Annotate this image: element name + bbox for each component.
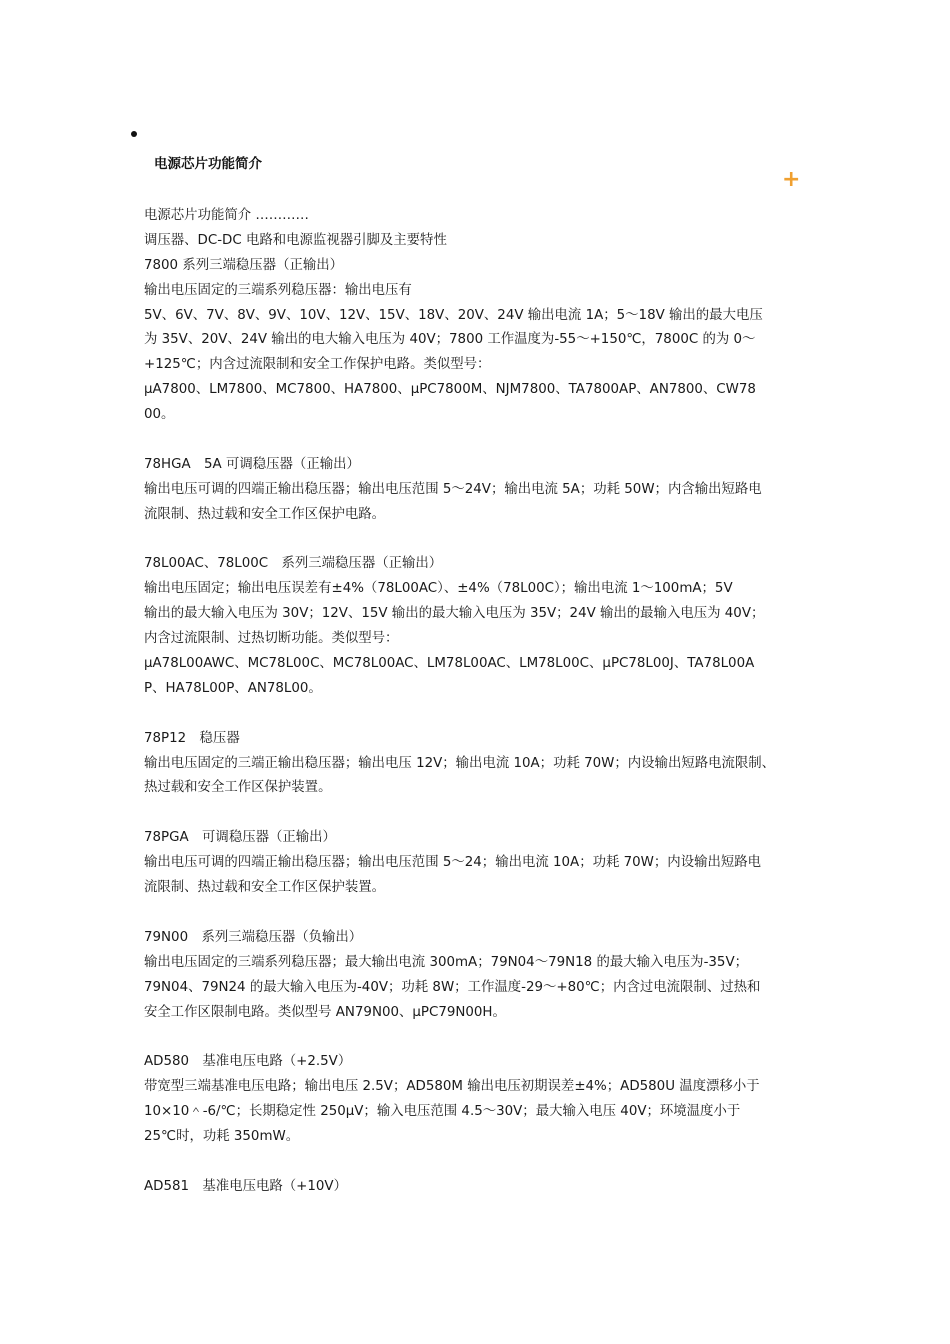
- text-line: AD580 基准电压电路（+2.5V）: [144, 1054, 352, 1070]
- text-line: 25℃时，功耗 350mW。: [144, 1128, 300, 1144]
- text-line: 79N04、79N24 的最大输入电压为-40V；功耗 8W；工作温度-29～+80℃；内含过电流限制、过热和: [144, 979, 761, 995]
- text-line: +125℃；内含过流限制和安全工作保护电路。类似型号：: [144, 357, 491, 373]
- text-line: 78HGA 5A 可调稳压器（正输出）: [144, 456, 360, 472]
- text-line: 流限制、热过载和安全工作区保护装置。: [144, 880, 386, 896]
- text-line: 78PGA 可调稳压器（正输出）: [144, 830, 336, 846]
- paragraph-gap: [144, 801, 814, 826]
- text-line: 7800 系列三端稳压器（正输出）: [144, 257, 344, 273]
- text-line: 00。: [144, 407, 175, 423]
- list-bullet: [131, 131, 137, 137]
- text-line: 内含过流限制、过热切断功能。类似型号：: [144, 631, 399, 647]
- text-line: 输出电压可调的四端正输出稳压器；输出电压范围 5～24；输出电流 10A；功耗 70W；内设输出短路电: [144, 855, 762, 871]
- text-line: 带宽型三端基准电压电路；输出电压 2.5V；AD580M 输出电压初期误差±4%；AD580U 温度漂移小于: [144, 1079, 760, 1095]
- text-line: 输出电压固定的三端系列稳压器；最大输出电流 300mA；79N04～79N18 的最大输入电压为-35V；: [144, 954, 748, 970]
- text-line: 输出电压固定的三端系列稳压器：输出电压有: [144, 282, 412, 298]
- document-body: [144, 204, 814, 1200]
- text-line: μA78L00AWC、MC78L00C、MC78L00AC、LM78L00AC、LM78L00C、μPC78L00J、TA78L00A: [144, 656, 755, 672]
- text-line: 输出的最大输入电压为 30V；12V、15V 输出的最大输入电压为 35V；24V 输出的最输入电压为 40V；: [144, 606, 765, 622]
- paragraph-gap: [144, 901, 814, 926]
- expand-plus-icon[interactable]: +: [782, 167, 801, 192]
- paragraph-gap: [144, 428, 814, 453]
- paragraph-gap: [144, 528, 814, 553]
- text-line: 安全工作区限制电路。类似型号 AN79N00、μPC79N00H。: [144, 1004, 506, 1020]
- text-line: 调压器、DC-DC 电路和电源监视器引脚及主要特性: [144, 232, 447, 248]
- text-line: AD581 基准电压电路（+10V）: [144, 1178, 347, 1194]
- paragraph-gap: [144, 1150, 814, 1175]
- paragraph-gap: [144, 702, 814, 727]
- text-line: 79N00 系列三端稳压器（负输出）: [144, 929, 363, 945]
- text-line: 热过载和安全工作区保护装置。: [144, 780, 332, 796]
- text-line: 5V、6V、7V、8V、9V、10V、12V、15V、18V、20V、24V 输出电流 1A；5～18V 输出的最大电压: [144, 307, 763, 323]
- text-line: P、HA78L00P、AN78L00。: [144, 680, 322, 696]
- text-line: 输出电压固定的三端正输出稳压器；输出电压 12V；输出电流 10A；功耗 70W；内设输出短路电流限制、: [144, 755, 776, 771]
- text-line: 输出电压固定；输出电压误差有±4%（78L00AC）、±4%（78L00C）；输出电流 1～100mA；5V: [144, 581, 733, 597]
- text-line: 10×10＾-6/℃；长期稳定性 250μV；输入电压范围 4.5～30V；最大输入电压 40V；环境温度小于: [144, 1104, 741, 1120]
- text-line: 流限制、热过载和安全工作区保护电路。: [144, 506, 386, 522]
- section-title: 电源芯片功能简介: [154, 156, 262, 172]
- text-line: 电源芯片功能简介 …………: [144, 208, 309, 223]
- text-line: 78P12 稳压器: [144, 730, 240, 746]
- text-line: 输出电压可调的四端正输出稳压器；输出电压范围 5～24V；输出电流 5A；功耗 50W；内含输出短路电: [144, 481, 762, 497]
- text-line: 为 35V、20V、24V 输出的电大输入电压为 40V；7800 工作温度为-55～+150℃，7800C 的为 0～: [144, 332, 756, 348]
- text-line: μA7800、LM7800、MC7800、HA7800、μPC7800M、NJM7800、TA7800AP、AN7800、CW78: [144, 382, 756, 398]
- text-line: 78L00AC、78L00C 系列三端稳压器（正输出）: [144, 556, 443, 572]
- paragraph-gap: [144, 1025, 814, 1050]
